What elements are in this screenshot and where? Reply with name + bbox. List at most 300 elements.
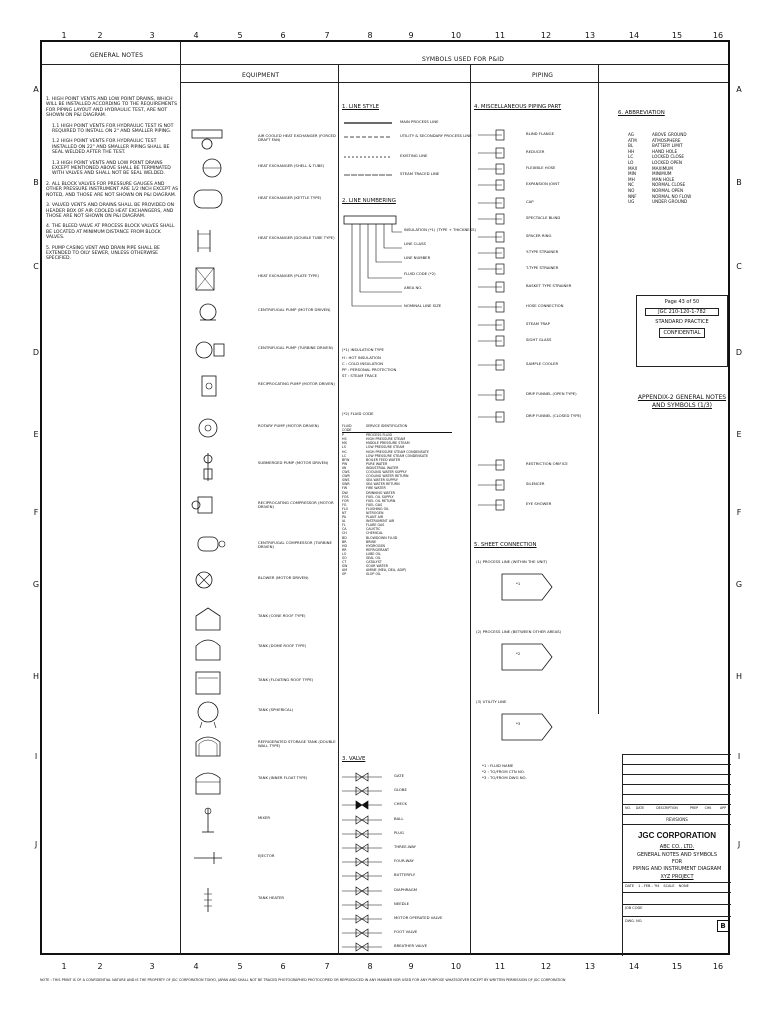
line-number-diagram <box>342 214 402 324</box>
piping-part-label: SIGHT GLASS <box>526 337 552 342</box>
abbreviation-key: NNF <box>628 193 637 199</box>
equipment-label: HEAT EXCHANGER (KETTLE TYPE) <box>258 195 322 200</box>
piping-part-label: BASKET TYPE STRAINER <box>526 283 572 288</box>
abbreviation-key: LO <box>628 159 634 165</box>
fluid-code: BR <box>342 539 347 544</box>
fluid-code: CH <box>342 531 347 536</box>
fluid-code: LS <box>342 445 346 450</box>
dwg-no-label: DWG. NO. <box>625 919 643 923</box>
top-zone-number: 6 <box>280 31 286 40</box>
insulation-type-item: C : COLD INSULATION <box>342 361 384 366</box>
fluid-service: SEA WATER RETURN <box>366 482 400 487</box>
bottom-zone-number: 15 <box>671 962 683 971</box>
fluid-service: HIGH PRESSURE STEAM CONDENSATE <box>366 449 429 454</box>
equipment-label: CENTRIFUGAL PUMP (TURBINE DRIVEN) <box>258 345 334 350</box>
revision-letter: B <box>717 920 729 932</box>
revision-column: NO. <box>625 806 631 810</box>
sheet-connection-mark: *3 <box>516 721 521 726</box>
top-zone-number: 11 <box>494 31 506 40</box>
abbreviation-value: MAXIMUM <box>652 165 673 171</box>
abbreviation-key: ATM <box>628 137 637 143</box>
fluid-table-row <box>342 572 452 576</box>
equipment-label: TANK (FLOATING ROOF TYPE) <box>258 677 314 682</box>
fluid-code: IW <box>342 465 347 470</box>
bottom-zone-number: 13 <box>584 962 596 971</box>
equipment-symbol-icon <box>190 372 226 404</box>
sheet-connection-label: (2) PROCESS LINE (BETWEEN OTHER AREAS) <box>476 629 562 634</box>
sheet-connection-label: (3) UTILITY LINE <box>476 699 507 704</box>
piping-part-icon <box>478 262 518 276</box>
valve-symbol-icon <box>342 829 382 839</box>
right-row-letter: J <box>737 840 741 849</box>
general-note: 5. PUMP CASING VENT AND DRAIN PIPE SHALL BE EXTENDED TO OILY SEWER, UNLESS OTHERWISE SPECIFIED. <box>46 245 160 262</box>
equipment-symbol-icon <box>190 531 226 563</box>
fluid-service: FUEL OIL RETURN <box>366 498 396 503</box>
left-row-letter: F <box>33 508 39 517</box>
appendix-title <box>632 394 732 410</box>
date-value: 1 - FEB - '94 <box>638 884 660 888</box>
fluid-service: REFRIGERANT <box>366 547 390 552</box>
bottom-zone-number: 4 <box>193 962 199 971</box>
equipment-label: TANK HEATER <box>258 895 285 900</box>
fluid-code: CT <box>342 560 347 565</box>
fluid-service: CATALYST <box>366 560 382 565</box>
piping-part-icon <box>478 410 518 424</box>
piping-part-label: SAMPLE COOLER <box>526 361 559 366</box>
valve-symbol-icon <box>342 914 382 924</box>
abbreviation-value: ABOVE GROUND <box>652 132 687 137</box>
bottom-zone-number: 1 <box>61 962 67 971</box>
sheet-connection-icon <box>498 570 558 604</box>
piping-part-label: DRIP FUNNEL (CLOSED TYPE) <box>526 413 582 418</box>
piping-part-icon <box>478 280 518 294</box>
left-row-letter: B <box>33 178 39 187</box>
insulation-type-title: (*1) INSULATION TYPE <box>342 347 384 352</box>
line-style-title: 1. LINE STYLE <box>342 104 380 110</box>
general-note: 1. HIGH POINT VENTS AND LOW POINT DRAINS, WHICH WILL BE INSTALLED ACCORDING TO THE REQUIREMENTS FOR PIPING LAYOUT AND HYDRAULIC TEST, ARE NOT SHOWN ON P&I DIAGRAM. <box>46 97 177 119</box>
abbreviation-key: MH <box>628 176 635 182</box>
valve-label: GLOBE <box>394 787 407 793</box>
line-numbering-label: AREA NO. <box>404 285 423 290</box>
appendix-line-1: APPENDIX-2 GENERAL NOTES <box>637 394 727 401</box>
piping-part-label: FLEXIBLE HOSE <box>526 165 556 170</box>
valve-label: DIAPHRAGM <box>394 886 418 892</box>
abbreviation-key: UG <box>628 199 635 205</box>
fluid-service: NITROGEN <box>366 510 384 515</box>
fluid-service: FLUSHING OIL <box>366 506 389 511</box>
equipment-label: EJECTOR <box>258 853 275 858</box>
equipment-label: HEAT EXCHANGER (SHELL & TUBE) <box>258 163 325 168</box>
abbreviation-row <box>628 199 691 205</box>
client-name: ABC CO., LTD. <box>659 844 695 850</box>
bottom-zone-number: 9 <box>408 962 414 971</box>
piping-part-label: RESTRICTION ORIFICE <box>526 461 568 466</box>
general-note: 1.2 HIGH POINT VENTS FOR HYDRAULIC TEST INSTALLED ON 22" AND SMALLER PIPING SHALL BE SEAL WELDED AFTER THE TEST. <box>52 139 170 156</box>
fluid-code: SP <box>342 572 347 577</box>
equipment-symbol-icon <box>190 766 226 798</box>
valve-label: PLUG <box>394 829 404 835</box>
top-zone-number: 15 <box>671 31 683 40</box>
top-zone-number: 7 <box>324 31 330 40</box>
line-numbering-title: 2. LINE NUMBERING <box>342 198 396 204</box>
fluid-service: CAUSTIC <box>366 527 381 532</box>
equipment-header: EQUIPMENT <box>242 72 280 79</box>
fluid-code: BFW <box>342 457 350 462</box>
piping-part-icon <box>478 458 518 472</box>
piping-part-label: SILENCER <box>526 481 545 486</box>
symbols-header: SYMBOLS USED FOR P&ID <box>422 56 505 63</box>
piping-part-icon <box>478 300 518 314</box>
left-row-letter: E <box>33 430 39 439</box>
equipment-label: REFRIGERATED STORAGE TANK (DOUBLE WALL TYPE) <box>258 739 336 749</box>
fluid-code: FOR <box>342 498 349 503</box>
piping-part-icon <box>478 196 518 210</box>
revision-column: DESCRIPTION <box>656 806 678 810</box>
fluid-code: P <box>342 433 344 438</box>
left-row-letter: D <box>32 348 40 357</box>
piping-part-label: SPECTACLE BLIND <box>526 215 561 220</box>
equipment-symbol-icon <box>190 806 226 838</box>
sheet-connection-note: *2 : TO/FROM CTN NO. <box>482 769 525 774</box>
sheet-connection-icon <box>498 710 558 744</box>
top-zone-number: 16 <box>712 31 724 40</box>
right-row-letter: G <box>735 580 743 589</box>
general-note: 4. THE BLEED VALVE AT PROCESS BLOCK VALVES SHALL BE LOCATED AT MINIMUM DISTANCE FROM BLOCK VALVES. <box>46 224 175 241</box>
piping-part-icon <box>478 128 518 142</box>
top-zone-number: 10 <box>450 31 462 40</box>
piping-part-icon <box>478 334 518 348</box>
top-zone-number: 1 <box>61 31 67 40</box>
right-row-letter: H <box>735 672 742 681</box>
abbreviation-value: NORMAL OPEN <box>652 187 684 193</box>
date-scale-row <box>625 884 689 888</box>
line-numbering-label: FLUID CODE (*2) <box>404 271 436 276</box>
fluid-code: FLO <box>342 506 349 511</box>
fluid-code: AM <box>342 568 348 573</box>
fluid-service: SLOP OIL <box>366 572 381 577</box>
abbreviation-key: BL <box>628 143 634 149</box>
fluid-code: PW <box>342 461 348 466</box>
piping-part-label: Y-TYPE STRAINER <box>526 249 559 254</box>
bottom-zone-number: 8 <box>367 962 373 971</box>
right-row-letter: B <box>736 178 742 187</box>
sheet-connection-note: *1 : FLUID NAME <box>482 763 514 768</box>
fluid-code: SW <box>342 564 348 569</box>
piping-part-label: DRIP FUNNEL (OPEN TYPE) <box>526 391 577 396</box>
top-zone-number: 13 <box>584 31 596 40</box>
top-zone-number: 3 <box>149 31 155 40</box>
piping-part-label: REDUCER <box>526 149 545 154</box>
right-row-letter: D <box>735 348 743 357</box>
abbreviation-value: HAND HOLE <box>652 148 678 154</box>
bottom-zone-number: 12 <box>540 962 552 971</box>
fluid-code: LO <box>342 551 347 556</box>
line-style-label: EXISTING LINE <box>400 153 428 158</box>
piping-part-icon <box>478 246 518 260</box>
top-zone-number: 5 <box>237 31 243 40</box>
fluid-service: AMINE (MEA, DEA, ADIP) <box>366 568 407 573</box>
valve-symbol-icon <box>342 942 382 952</box>
general-note: 2. ALL BLOCK VALVES FOR PRESSURE GAUGES AND OTHER PRESSURE INSTRUMENT ARE 1/2 INCH EXCEPT AS NOTED, AND THOSE ARE NOT SHOWN ON P&I DIAGRAM. <box>46 181 179 198</box>
equipment-label: BLOWER (MOTOR DRIVEN) <box>258 575 309 580</box>
abbreviation-value: BATTERY LIMIT <box>652 143 683 149</box>
line-style-sample <box>344 154 394 160</box>
equipment-label: CENTRIFUGAL COMPRESSOR (TURBINE DRIVEN) <box>258 540 332 550</box>
insulation-type-item: H : HOT INSULATION <box>342 355 381 360</box>
fluid-code: FOS <box>342 494 349 499</box>
fluid-code: RR <box>342 547 347 552</box>
line-style-sample <box>344 120 394 126</box>
abbreviation-title: 6. ABBREVIATION <box>618 110 665 116</box>
revisions-label: REVISIONS <box>666 817 688 822</box>
sheet-connection-note: *3 : TO/FROM DWG NO. <box>482 775 527 780</box>
revision-column: APP <box>719 806 727 810</box>
fluid-col-service: SERVICE IDENTIFICATION <box>366 424 408 428</box>
fluid-service: BRINE <box>366 539 377 544</box>
abbreviation-value: MAN HOLE <box>652 176 675 182</box>
left-row-letter: J <box>34 840 38 849</box>
general-notes-header: GENERAL NOTES <box>90 52 144 59</box>
valve-label: THREE-WAY <box>394 844 416 849</box>
equipment-label: SUBMERGED PUMP (MOTOR DRIVEN) <box>258 460 329 465</box>
valve-symbol-icon <box>342 815 382 825</box>
line-style-sample <box>344 172 394 178</box>
drawing-sheet <box>40 40 730 955</box>
fluid-code: DW <box>342 490 348 495</box>
company-name: JGC CORPORATION <box>637 831 717 840</box>
valve-symbol-icon <box>342 857 382 867</box>
right-row-letter: E <box>736 430 742 439</box>
piping-part-icon <box>478 318 518 332</box>
piping-part-icon <box>478 358 518 372</box>
valve-symbol-icon <box>342 800 382 810</box>
equipment-symbol-icon <box>190 491 226 523</box>
fluid-code: BD <box>342 535 347 540</box>
valve-symbol-icon <box>342 786 382 796</box>
scale-label: SCALE <box>663 884 675 888</box>
page-reference-box <box>636 295 728 367</box>
equipment-label: AIR COOLED HEAT EXCHANGER (FORCED DRAFT FAN) <box>258 133 336 143</box>
drawing-title-3: PIPING AND INSTRUMENT DIAGRAM <box>632 866 722 872</box>
bottom-zone-number: 16 <box>712 962 724 971</box>
abbreviation-value: LOCKED OPEN <box>652 159 682 165</box>
fluid-code-title: (*2) FLUID CODE <box>342 411 374 416</box>
general-note: 1.3 HIGH POINT VENTS AND LOW POINT DRAINS EXCEPT MENTIONED ABOVE SHALL BE TERMINATED WITH VALVES AND SHALL NOT BE SEAL WELDED. <box>52 160 171 177</box>
piping-part-label: STEAM TRAP <box>526 321 550 326</box>
right-row-letter: F <box>736 508 742 517</box>
valve-label: MOTOR OPERATED VALVE <box>394 915 443 920</box>
fluid-code: SO <box>342 556 347 560</box>
fluid-code: HS <box>342 437 347 442</box>
abbreviation-key: NO <box>628 187 635 193</box>
left-row-letter: A <box>33 85 39 94</box>
left-row-letter: I <box>34 752 38 761</box>
line-style-label: MAIN PROCESS LINE <box>400 119 439 124</box>
piping-part-icon <box>478 178 518 192</box>
fluid-service: INDUSTRIAL WATER <box>366 465 399 470</box>
insulation-type-item: PP : PERSONAL PROTECTION <box>342 367 397 372</box>
fluid-code: HD <box>342 543 348 548</box>
revision-columns <box>623 806 731 810</box>
fluid-code-table <box>342 424 452 576</box>
valve-symbol-icon <box>342 772 382 782</box>
top-zone-number: 9 <box>408 31 414 40</box>
equipment-label: TANK (SPHERICAL) <box>258 707 294 712</box>
fluid-service: FUEL OIL SUPPLY <box>366 494 394 499</box>
abbreviation-value: LOCKED CLOSE <box>652 154 685 160</box>
fluid-code: FW <box>342 486 348 491</box>
date-label: DATE <box>625 884 635 888</box>
fluid-service: FUEL GAS <box>366 502 383 507</box>
piping-part-icon <box>478 388 518 402</box>
fluid-service: COOLING WATER RETURN <box>366 474 409 479</box>
piping-part-label: EYE SHOWER <box>526 501 552 506</box>
piping-part-icon <box>478 478 518 492</box>
fluid-service: PROCESS FLUID <box>366 433 392 438</box>
sheet-connection-title: 5. SHEET CONNECTION <box>474 542 537 548</box>
abbreviation-key: MIN <box>628 171 636 177</box>
valve-title: 3. VALVE <box>342 756 366 762</box>
equipment-symbol-icon <box>190 698 226 730</box>
line-numbering-label: INSULATION (*1) (TYPE + THICKNESS) <box>404 227 476 232</box>
equipment-symbol-icon <box>190 451 226 483</box>
fluid-code: SWS <box>342 478 350 483</box>
abbreviation-key: NC <box>628 182 635 188</box>
piping-part-label: EXPANSION JOINT <box>526 181 560 186</box>
valve-symbol-icon <box>342 928 382 938</box>
sheet-connection-mark: *1 <box>516 581 521 586</box>
equipment-label: RECIPROCATING COMPRESSOR (MOTOR DRIVEN) <box>258 500 334 510</box>
piping-part-label: HOSE CONNECTION <box>526 303 564 308</box>
scale-value: NONE <box>678 884 689 888</box>
right-row-letter: C <box>736 262 742 271</box>
equipment-symbol-icon <box>190 154 226 186</box>
piping-part-icon <box>478 212 518 226</box>
piping-part-label: CAP <box>526 199 534 204</box>
fluid-code: IA <box>342 519 346 524</box>
equipment-symbol-icon <box>190 886 226 918</box>
piping-part-label: SPACER RING <box>526 233 552 238</box>
general-note: 3. VALVED VENTS AND DRAINS SHALL BE PROVIDED ON HEADER BOX OF AIR COOLED HEAT EXCHANGERS, AND THOSE ARE NOT SHOWN ON P&I DIAGRAM. <box>46 203 175 219</box>
top-zone-number: 4 <box>193 31 199 40</box>
sheet-connection-label: (1) PROCESS LINE (WITHIN THE UNIT) <box>476 559 548 564</box>
equipment-symbol-icon <box>190 414 226 446</box>
fluid-code: PA <box>342 515 347 520</box>
bottom-zone-number: 2 <box>97 962 103 971</box>
fluid-service: SOUR WATER <box>366 564 388 569</box>
piping-part-label: T-TYPE STRAINER <box>526 265 559 270</box>
piping-part-icon <box>478 162 518 176</box>
left-row-letter: H <box>32 672 39 681</box>
equipment-label: TANK (DOME ROOF TYPE) <box>258 643 307 648</box>
fluid-service: COOLING WATER SUPPLY <box>366 470 407 475</box>
abbreviation-value: MINIMUM <box>652 171 672 177</box>
equipment-symbol-icon <box>190 336 226 368</box>
fluid-service: SEA WATER SUPPLY <box>366 478 398 483</box>
piping-part-icon <box>478 146 518 160</box>
fluid-code: MS <box>342 441 347 446</box>
valve-label: BREATHER VALVE <box>394 943 428 949</box>
fluid-service: HYDROGEN <box>366 543 386 548</box>
valve-symbol-icon <box>342 900 382 910</box>
right-row-letter: A <box>736 85 742 94</box>
document-reference: JGC 210-120-1-782 <box>645 308 719 316</box>
top-zone-number: 14 <box>628 31 640 40</box>
abbreviation-value: NORMAL CLOSE <box>652 182 686 188</box>
valve-symbol-icon <box>342 843 382 853</box>
valve-label: BALL <box>394 815 404 821</box>
equipment-label: TANK (INNER FLOAT TYPE) <box>258 775 308 780</box>
equipment-symbol-icon <box>190 604 226 636</box>
piping-header: PIPING <box>532 72 554 79</box>
drawing-title-2: FOR <box>671 859 683 865</box>
equipment-symbol-icon <box>190 124 226 156</box>
equipment-label: CENTRIFUGAL PUMP (MOTOR DRIVEN) <box>258 307 331 312</box>
abbreviation-key: AG <box>628 132 635 137</box>
insulation-type-item: ST : STEAM TRACE <box>342 373 378 378</box>
piping-part-icon <box>478 498 518 512</box>
abbreviation-value: ATMOSPHERE <box>652 137 681 143</box>
fluid-code: SWR <box>342 482 350 487</box>
abbreviation-list <box>628 132 691 205</box>
valve-label: FOUR-WAY <box>394 858 414 864</box>
fluid-service: LOW PRESSURE STEAM CONDENSATE <box>366 453 429 458</box>
misc-piping-title: 4. MISCELLANEOUS PIPING PART <box>474 104 562 110</box>
left-row-letter: C <box>33 262 39 271</box>
fluid-service: CHEMICAL <box>366 531 384 536</box>
fluid-code: FG <box>342 502 347 507</box>
equipment-symbol-icon <box>190 226 226 258</box>
sheet-connection-icon <box>498 640 558 674</box>
fluid-service: HIGH PRESSURE STEAM <box>366 437 406 442</box>
valve-label: NEEDLE <box>394 900 410 906</box>
fluid-code: LC <box>342 453 347 458</box>
valve-label: FOOT VALVE <box>394 929 418 935</box>
fluid-service: DRINKING WATER <box>366 490 395 495</box>
drawing-title-1: GENERAL NOTES AND SYMBOLS <box>636 852 718 858</box>
equipment-symbol-icon <box>190 668 226 700</box>
line-numbering-label: NOMINAL LINE SIZE <box>404 303 442 308</box>
line-numbering-label: LINE CLASS <box>404 241 426 246</box>
fluid-code: CA <box>342 527 347 532</box>
equipment-label: RECIPROCATING PUMP (MOTOR DRIVEN) <box>258 381 335 386</box>
fluid-code: HC <box>342 449 347 454</box>
fluid-service: FLARE GAS <box>366 523 385 528</box>
right-row-letter: I <box>737 752 741 761</box>
abbreviation-value: UNDER GROUND <box>652 199 688 205</box>
page-number: Page 43 of 50 <box>664 299 700 305</box>
revision-column: PREP <box>689 806 699 810</box>
top-zone-number: 8 <box>367 31 373 40</box>
job-code-label: JOB CODE <box>625 906 643 910</box>
fluid-service: PURE WATER <box>366 461 388 466</box>
left-row-letter: G <box>32 580 40 589</box>
confidential-stamp: CONFIDENTIAL <box>659 328 704 338</box>
fluid-service: FIRE WATER <box>366 486 386 491</box>
equipment-symbol-icon <box>190 566 226 598</box>
top-zone-number: 2 <box>97 31 103 40</box>
line-numbering-label: LINE NUMBER <box>404 255 431 260</box>
fluid-service: LOW PRESSURE STEAM <box>366 445 405 450</box>
equipment-symbol-icon <box>190 730 226 762</box>
appendix-line-2: AND SYMBOLS (1/3) <box>652 402 712 409</box>
abbreviation-key: LC <box>628 154 634 160</box>
abbreviation-key: HH <box>628 148 635 154</box>
equipment-symbol-icon <box>190 844 226 876</box>
fluid-service: PLANT AIR <box>366 515 384 520</box>
piping-part-label: BLIND FLANGE <box>526 131 554 136</box>
confidentiality-note: NOTE : THIS PRINT IS OF A CONFIDENTIAL NATURE AND IS THE PROPERTY OF JGC CORPORATION TOKYO, JAPAN AND SHALL NOT BE TRACED PHOTOGRAPHED PHOTOCOPIED OR REPRODUCED IN ANY MANNER NOR USED FOR ANY PURPOSE WHATSOEVER EXCEPT BY WRITTEN PERMISSION OF JGC CORPORATION <box>40 978 566 982</box>
